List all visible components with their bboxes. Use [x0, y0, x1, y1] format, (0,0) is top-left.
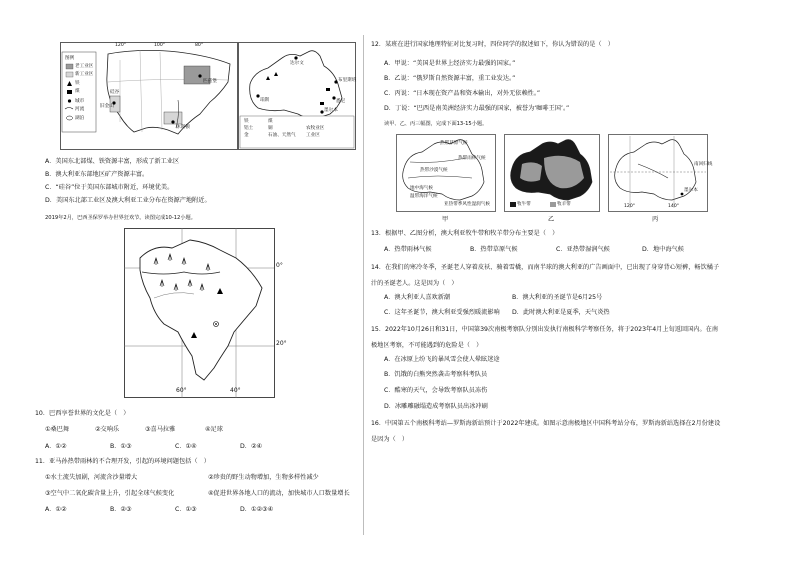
- legend-item: 煤: [268, 119, 273, 124]
- city-label: 墨尔本: [324, 108, 338, 113]
- lon-label: 100°: [154, 43, 166, 48]
- legend-item: 农牧业区: [306, 126, 325, 131]
- q11-item: ④促进世界各地人口的流动，加快城市人口数量增长: [208, 490, 350, 497]
- q12-option-c[interactable]: C．丙说：“日本现在资产品和资本输出，对外无依赖性。”: [384, 90, 541, 97]
- q11-option-c[interactable]: C．①③: [175, 506, 197, 513]
- lon-label: 60°: [176, 387, 187, 394]
- q10-item: ②交响乐: [95, 426, 120, 433]
- legend-item: 铁: [75, 81, 80, 86]
- yi-map-graphic: [504, 134, 600, 212]
- figure-yi-pastoral: [504, 134, 600, 212]
- legend-item: 煤: [75, 89, 80, 94]
- bing-lon: 140°: [668, 204, 680, 209]
- legend-item: 湖泊: [75, 116, 85, 121]
- q14-option-c[interactable]: C．这年圣诞节，澳大利亚受强烈暖流影响: [384, 309, 500, 316]
- q11-item: ③空气中二氧化碳含量上升，引起全球气候变化: [45, 490, 175, 497]
- australia-resource-map: [238, 42, 356, 150]
- q9-option-b[interactable]: B．澳大利亚东部地区矿产资源丰富。: [45, 171, 149, 178]
- q13-option-b[interactable]: B．热带草原气候: [470, 246, 518, 253]
- q11-item: ②珍贵的野生动物增加，生物多样性减少: [208, 474, 319, 481]
- legend-item: 铝土: [244, 126, 254, 131]
- q10-item: ③喜马拉雅: [145, 426, 176, 433]
- brazil-map-graphic: [124, 228, 294, 398]
- yi-legend: 牧牛带: [517, 202, 531, 207]
- yi-legend: 牧羊带: [557, 202, 571, 207]
- legend-item: 老工业区: [75, 64, 94, 69]
- q9-option-a[interactable]: A．美国东北部煤、铁资源丰富，形成了新工业区: [45, 158, 180, 165]
- city-label: 休斯顿: [176, 125, 190, 130]
- figure-label-jia: 甲: [442, 216, 449, 223]
- bing-map-graphic: [608, 134, 708, 212]
- city-label: 珀斯: [260, 98, 270, 103]
- q15-stem: 15．2022年10月26日和31日，中国第39次南极考察队分别出发执行南极科学考察任务，将于2023年4月上旬返回国内。在南极地区考察，不可能遇到的危险是（ ）: [371, 326, 719, 349]
- jia-label: 亚热带季风性湿润气候: [444, 202, 490, 207]
- q11-option-d[interactable]: D．①②③④: [240, 506, 274, 513]
- legend-item: 铁: [244, 119, 249, 124]
- q12-stem: 12．某班在进行国家地理特征对比复习时，四位同学的叙述如下，你认为错误的是（ ）: [371, 41, 614, 48]
- q11-stem: 11．亚马孙热带雨林的不合理开发，引起的环境问题包括（ ）: [35, 458, 210, 465]
- q13-option-c[interactable]: C．亚热带湿润气候: [556, 246, 610, 253]
- q10-option-d[interactable]: D．②④: [240, 443, 263, 450]
- q10-item: ④足球: [205, 426, 223, 433]
- intro-10-12: 2019年2月，巴西圣保罗举办世界狂欢节。读图完成10-12小题。: [45, 215, 196, 221]
- q14-option-a[interactable]: A．澳大利亚人喜欢新潮: [384, 294, 451, 301]
- legend-item: 铜: [268, 126, 273, 131]
- q13-option-a[interactable]: A．热带雨林气候: [384, 246, 432, 253]
- usa-map-graphic: [60, 42, 238, 150]
- lon-label: 40°: [230, 387, 241, 394]
- bing-lon: 120°: [624, 204, 636, 209]
- q10-item: ①桑巴舞: [45, 426, 70, 433]
- jia-label: 地中海气候: [410, 186, 433, 191]
- column-divider: [363, 35, 364, 535]
- figure-label-bing: 丙: [652, 216, 659, 223]
- figure-jia-climate: [396, 134, 496, 212]
- brazil-map: [124, 228, 294, 398]
- jia-label: 温带海洋气候: [410, 194, 438, 199]
- q15-option-b[interactable]: B．饥饿的白熊突然袭击考察科考队员: [384, 371, 488, 378]
- q12-option-b[interactable]: B．乙说：“俄罗斯自然资源丰富，重工业发达。”: [384, 75, 516, 82]
- q10-option-b[interactable]: B．①③: [110, 443, 132, 450]
- q10-stem: 10．巴西享誉世界的文化是（ ）: [35, 410, 130, 417]
- q15-option-d[interactable]: D．冰雕雕融塌造成考察队员出冰冲刷: [384, 403, 488, 410]
- legend-title: 图例: [65, 56, 75, 61]
- city-label: 悉尼: [336, 99, 346, 104]
- legend-item: 新工业区: [75, 72, 94, 77]
- q15-option-c[interactable]: C．酷寒的天气，会导致考察队员冻伤: [384, 387, 488, 394]
- lat-label: 20°: [276, 340, 287, 347]
- lon-label: 120°: [115, 43, 127, 48]
- australia-map-graphic: [238, 42, 356, 150]
- q10-option-c[interactable]: C．①④: [175, 443, 197, 450]
- q11-option-a[interactable]: A．①②: [45, 506, 67, 513]
- bing-tropic: 南回归线: [694, 162, 713, 167]
- city-label: 旧金山: [100, 104, 114, 109]
- q12-option-d[interactable]: D．丁说：“巴西是南美洲经济实力最强的国家，被誉为‘咖啡王国’。”: [384, 105, 570, 112]
- usa-industry-map: [60, 42, 238, 150]
- q13-stem: 13．根据甲、乙图分析，澳大利亚牧牛带和牧羊带分布主要是（ ）: [371, 230, 559, 237]
- lon-label: 80°: [195, 43, 204, 48]
- legend-item: 工业区: [306, 133, 320, 138]
- jia-label: 热带雨林气候: [458, 156, 486, 161]
- jia-label: 热带草原气候: [440, 141, 468, 146]
- legend-item: 河流: [75, 107, 85, 112]
- q9-option-c[interactable]: C．“硅谷”位于美国东部城市附近，环境优美。: [45, 184, 174, 191]
- intro-13-15: 读甲、乙、丙三幅图，完成下面13-15小题。: [384, 121, 488, 127]
- q9-option-d[interactable]: D．美国东北部工业区及澳大利亚工业分布在资源产地附近。: [45, 197, 211, 204]
- legend-item: 石油、天然气: [268, 133, 296, 138]
- legend-item: 金: [244, 133, 249, 138]
- q10-option-a[interactable]: A．①②: [45, 443, 67, 450]
- q15-option-a[interactable]: A．在冰原上纷飞的暴风雪会使人晕眩迷途: [384, 356, 500, 363]
- q12-option-a[interactable]: A．甲说：“美国是世界上经济实力最强的国家。”: [384, 60, 516, 67]
- legend-item: 城市: [75, 99, 85, 104]
- q14-option-b[interactable]: B．澳大利亚的圣诞节是6月25号: [512, 294, 603, 301]
- q13-option-d[interactable]: D．地中海气候: [642, 246, 684, 253]
- q11-option-b[interactable]: B．②③: [110, 506, 132, 513]
- region-label: 硅谷: [110, 90, 120, 95]
- q14-option-d[interactable]: D．此时澳大利亚是夏季，天气炎热: [512, 309, 610, 316]
- city-label: 布里斯班: [338, 78, 357, 83]
- jia-label: 热带沙漠气候: [420, 168, 448, 173]
- bing-city: 墨尔本: [684, 188, 698, 193]
- q16-stem: 16．中国第五个南极科考站—罗斯海新站预计于2022年建成。如图示意南极地区中国科考站分布，罗斯海新站选择在2月份建设是因为（ ）: [371, 420, 721, 443]
- city-label: 达尔文: [290, 61, 304, 66]
- figure-bing-map: [608, 134, 713, 212]
- q14-stem: 14．在我们的寒冷冬季，圣诞老人穿着皮袄、骑着雪橇，而南半球的澳大利亚的广告画面中，已出现了身穿背心短裤，畅饮橘子汁的圣诞老人。这是因为（ ）: [371, 264, 720, 287]
- figure-label-yi: 乙: [548, 216, 555, 223]
- city-label: 匹兹堡: [203, 79, 217, 84]
- lat-label: 0°: [276, 262, 283, 269]
- q11-item: ①水土流失加剧，河流含沙量增大: [45, 474, 138, 481]
